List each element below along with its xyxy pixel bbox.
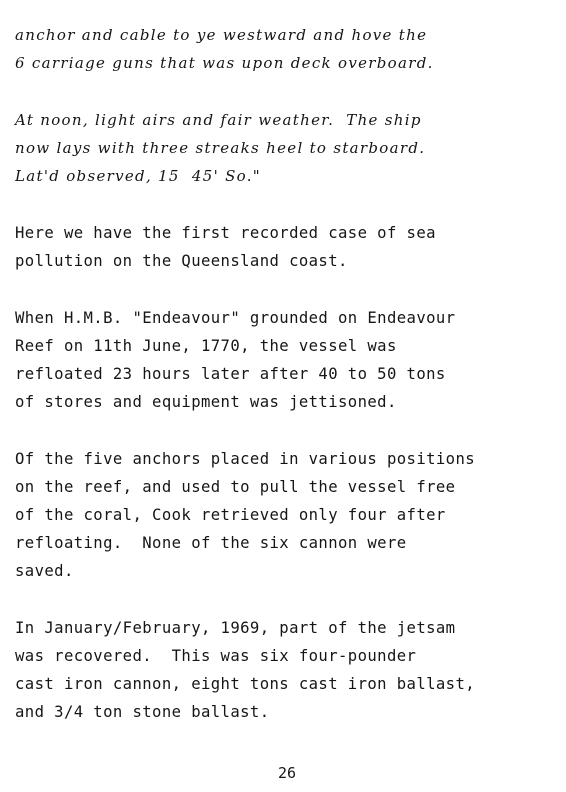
quoted-line: now lays with three streaks heel to starboard. [15,139,426,157]
quoted-line: 6 carriage guns that was upon deck overboard. [15,54,434,72]
paragraph-line: was recovered. This was six four-pounder [15,647,417,665]
paragraph-line: When H.M.B. "Endeavour" grounded on Endeavour [15,309,456,327]
page-number: 26 [278,764,297,782]
quoted-line: Lat'd observed, 15 45' So." [15,167,262,185]
paragraph-line: Of the five anchors placed in various positions [15,450,476,468]
paragraph-line: In January/February, 1969, part of the jetsam [15,619,456,637]
paragraph-line: cast iron cannon, eight tons cast iron ballast, [15,675,476,693]
paragraph-line: refloating. None of the six cannon were [15,534,407,552]
paragraph-line: saved. [15,562,74,580]
paragraph-line: and 3/4 ton stone ballast. [15,703,270,721]
paragraph-line: Here we have the first recorded case of sea [15,224,436,242]
paragraph-line: of the coral, Cook retrieved only four after [15,506,446,524]
quoted-line: At noon, light airs and fair weather. The ship [15,111,422,129]
paragraph-line: Reef on 11th June, 1770, the vessel was [15,337,397,355]
paragraph-line: pollution on the Queensland coast. [15,252,348,270]
paragraph-line: refloated 23 hours later after 40 to 50 tons [15,365,446,383]
quoted-line: anchor and cable to ye westward and hove the [15,26,428,44]
paragraph-line: on the reef, and used to pull the vessel free [15,478,456,496]
paragraph-line: of stores and equipment was jettisoned. [15,393,397,411]
